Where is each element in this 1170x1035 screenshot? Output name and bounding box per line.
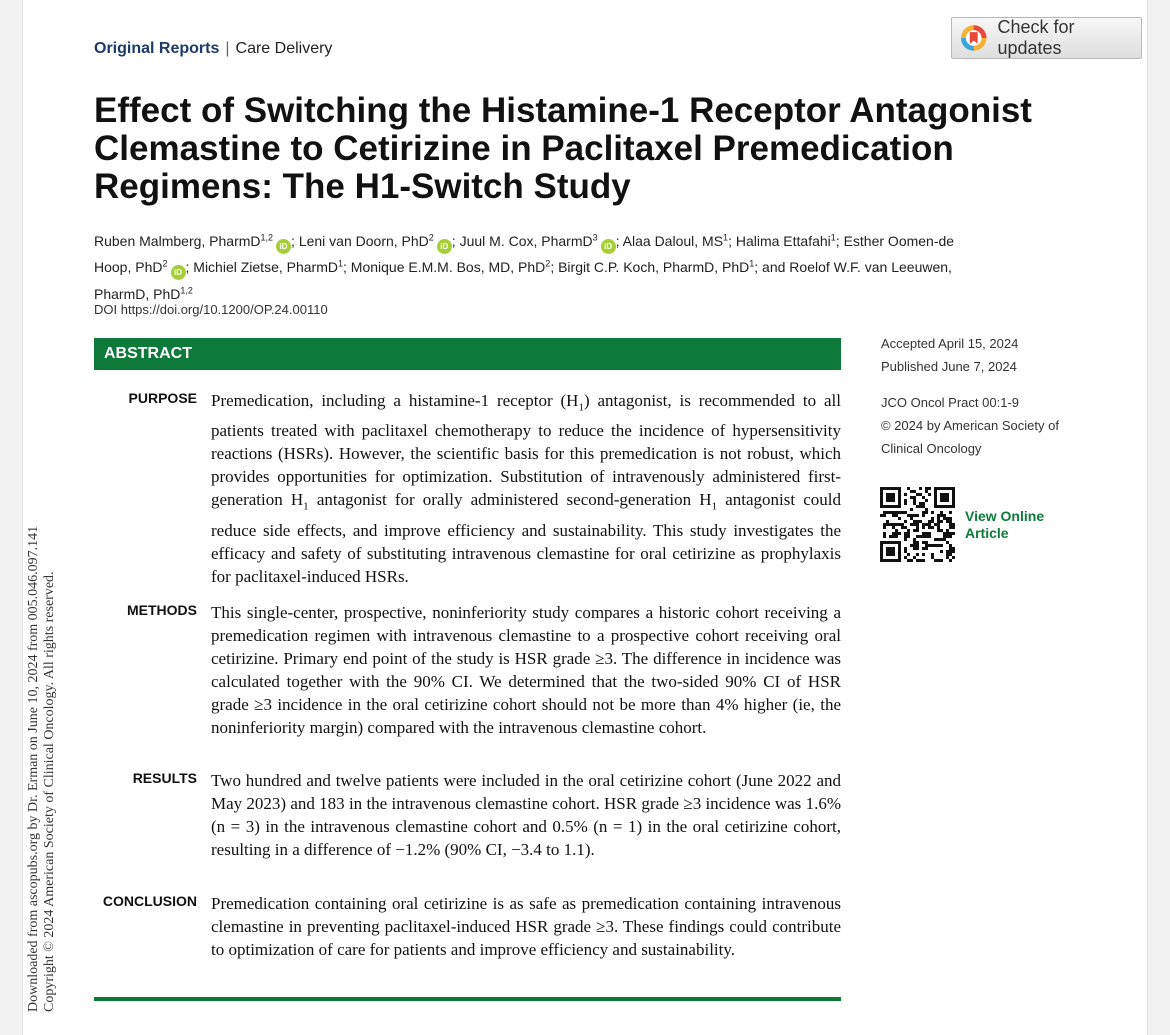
author-entry: Juul M. Cox, PharmD$^3$iD ; [460,233,623,249]
download-notice-line1: Downloaded from ascopubs.org by Dr. Erman on June 10, 2024 from 005.046.097.141 [26,525,41,1012]
copyright-line-1: © 2024 by American Society of [881,418,1059,433]
view-online-line2: Article [965,525,1009,541]
abstract-section-text: Two hundred and twelve patients were included in the oral cetirizine cohort (June 2022 and May 2023) and 183 in the intravenous clemastine cohort. HSR grade ≥3 incidence was 1.6% (n = 3) in the intravenous clemastine cohort and 0.5% (n = 1) in the oral cetirizine cohort, resulting in a difference of −1.2% (90% CI, −3.4 to 1.1). [211,771,841,859]
article-title: Effect of Switching the Histamine-1 Receptor Antagonist Clemastine to Cetirizine in Paclitaxel Premedication Regimens: The H1-Switch Study [94,91,1032,206]
qr-code-icon[interactable] [880,487,955,562]
check-for-updates-label: Check for updates [997,17,1075,58]
published-date: Published June 7, 2024 [881,359,1017,374]
crossmark-icon [960,24,988,52]
orcid-icon[interactable]: iD [276,239,291,254]
view-online-article-link[interactable] [965,508,1044,542]
author-list [94,227,994,305]
author-entry: Leni van Doorn, PhD$^2$iD ; [299,233,460,249]
author-entry: Roelof W.F. van Leeuwen, PharmD, PhD$^{1,2}$ [94,259,952,302]
abstract-section-label: PURPOSE [128,390,197,406]
abstract-bottom-rule [94,997,841,1001]
orcid-icon[interactable]: iD [171,265,186,280]
abstract-section-label: RESULTS [132,770,197,786]
author-entry: Birgit C.P. Koch, PharmD, PhD$^1$; and [558,258,786,276]
accepted-date: Accepted April 15, 2024 [881,336,1019,351]
author-entry: Esther Oomen-de Hoop, PhD$^2$iD ; [94,233,954,276]
abstract-heading: ABSTRACT [94,338,841,370]
section-secondary-label[interactable]: Care Delivery [235,40,333,57]
download-notice-line2: Copyright © 2024 American Society of Clinical Oncology. All rights reserved. [42,571,57,1012]
author-entry: Michiel Zietse, PharmD$^1$; [193,258,351,276]
download-notice [26,472,58,1012]
view-online-line1: View Online [965,508,1045,524]
author-entry: Monique E.M.M. Bos, MD, PhD$^2$; [350,258,559,276]
section-breadcrumb [94,40,332,58]
publication-dates [881,332,1018,378]
abstract-section-text: This single-center, prospective, noninferiority study compares a historic cohort receiving a premedication regimen with intravenous clemastine to a prospective cohort receiving oral cetirizine. Primary end point of the study is HSR grade ≥3. The difference in incidence was calculated together with the 90% CI. We determined that the two-sided 90% CI of HSR grade ≥3 incidence in the oral cetirizine cohort should not be more than 4% higher (ie, the noninferiority margin) compared with the intravenous clemastine cohort. [211,603,841,737]
journal-citation: JCO Oncol Pract 00:1-9 [881,395,1019,410]
page-right-edge [1147,0,1170,1035]
citation-info [881,391,1059,460]
abstract-section-text: Premedication containing oral cetirizine is as safe as premedication containing intravenous clemastine in preventing paclitaxel-induced HSR grade ≥3. These findings could contribute to optimization of care for patients and improve efficiency and sustainability. [211,894,841,959]
section-primary-label[interactable]: Original Reports [94,40,220,57]
copyright-line-2: Clinical Oncology [881,441,982,456]
abstract-section-text: Premedication, including a histamine-1 receptor $(H_1)$ antagonist, is recommended to all patients treated with paclitaxel chemotherapy to reduce the incidence of hypersensitivity reactions (HSRs). However, the scientific basis for this premedication is not robust, which provides opportunities for optimization. Substitution of intravenously administered first-generation $H_1$ antagonist for orally administered second-generation $H_1$ antagonist could reduce side effects, and improve efficiency and sustainability. This study investigates the efficacy and safety of substituting intravenous clemastine for oral cetirizine as prophylaxis for paclitaxel-induced HSRs. [211,391,841,586]
author-entry: Halima Ettafahi$^1$; [735,232,840,249]
orcid-icon[interactable]: iD [601,239,616,254]
doi-link[interactable]: DOI https://doi.org/10.1200/OP.24.00110 [94,302,328,317]
abstract-section-label: CONCLUSION [102,893,197,909]
page-left-edge [0,0,23,1035]
orcid-icon[interactable]: iD [437,239,452,254]
check-for-updates-button[interactable] [951,17,1142,59]
section-separator: | [225,40,230,57]
author-entry: Ruben Malmberg, PharmD$^{1,2}$iD ; [94,233,299,249]
author-entry: Alaa Daloul, $MS^1$; [622,232,736,249]
abstract-section-label: METHODS [127,602,197,618]
